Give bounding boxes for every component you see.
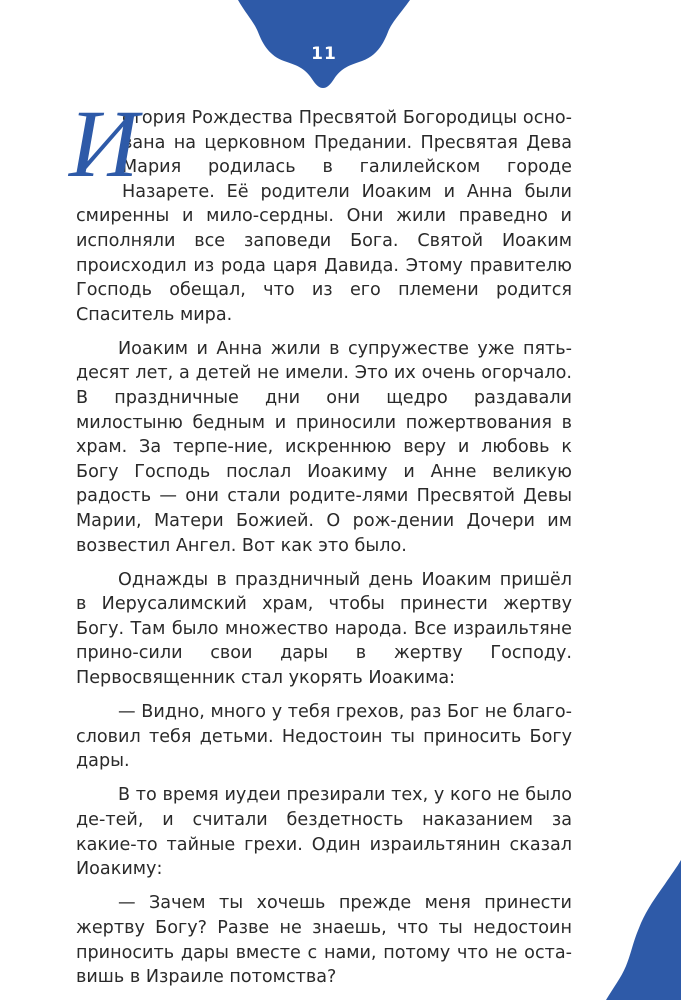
paragraph-1-text: стория Рождества Пресвятой Богородицы осно-вана на церковном Предании. Пресвятая Дева Мария родилась в галилейском городе Назарете. Её родители Иоаким и Анна были смиренны и мило-сердны. Они жили праведно и исполняли все заповеди Бога. Святой Иоаким происходил из рода царя Давида. Этому правителю Господь обещал, что из его племени родится Спаситель мира. — [76, 108, 572, 325]
page-number: 11 — [311, 44, 337, 64]
paragraph-2: Иоаким и Анна жили в супружестве уже пять-десят лет, а детей не имели. Это их очень огорчало. В праздничные дни они щедро раздавали милостыню бедным и приносили пожертвования в храм. За терпе-ние, искреннюю веру и любовь к Богу Господь послал Иоакиму и Анне великую радость — они стали родите-лями Пресвятой Девы Марии, Матери Божией. О рож-дении Дочери им возвестил Ангел. Вот как это было. — [76, 338, 572, 556]
paragraph-6-dialogue: — Зачем ты хочешь прежде меня принести жертву Богу? Разве не знаешь, что ты недостоин приносить дары вместе с нами, потому что не оста-вишь в Израиле потомства? — [76, 893, 572, 988]
paragraph-5: В то время иудеи презирали тех, у кого не было де-тей, и считали бездетность наказанием за какие-то тайные грехи. Один израильтянин сказал Иоакиму: — [76, 785, 572, 880]
paragraph-3: Однажды в праздничный день Иоаким пришёл в Иерусалимский храм, чтобы принести жертву Богу. Там было множество народа. Все израильтяне прино-сили свои дары в жертву Господу. Первосвященник стал укорять Иоакима: — [76, 569, 572, 689]
corner-wave-decoration — [551, 860, 681, 1000]
drop-cap — [69, 90, 139, 197]
drop-cap-letter: И — [69, 90, 139, 197]
paragraph-1 — [69, 90, 572, 327]
corner-wave-shape — [606, 860, 681, 1000]
body-text — [69, 90, 572, 999]
paragraph-4-dialogue: — Видно, много у тебя грехов, раз Бог не благо-словил тебя детьми. Недостоин ты приносить Богу дары. — [76, 702, 572, 772]
